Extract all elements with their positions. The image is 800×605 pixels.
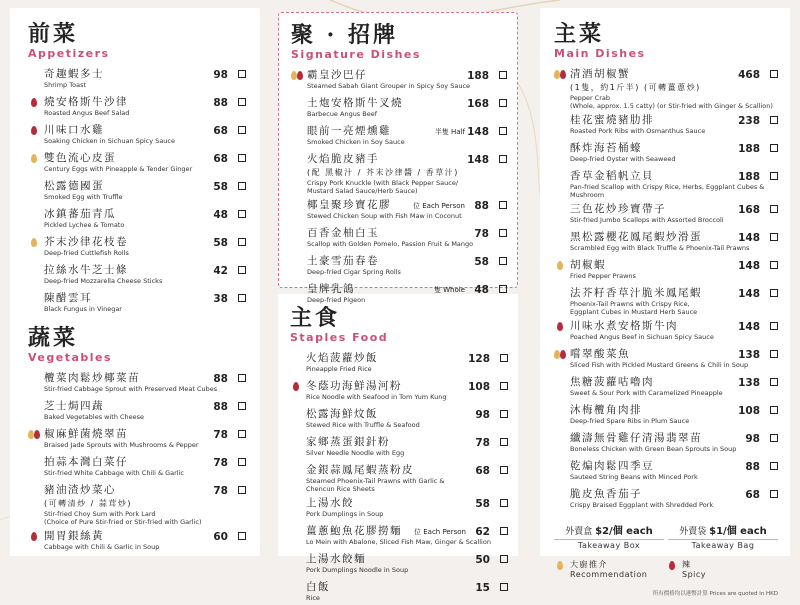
item-name-zh: 椒麻鮮菌燒翠苗 (44, 428, 128, 440)
item-name-zh: 桂花蜜燒豬肋排 (570, 114, 654, 126)
item-name-zh: 陳醋雲耳 (44, 292, 92, 304)
order-checkbox[interactable] (499, 229, 507, 237)
item-name-en: Deep-fried Cigar Spring Rolls (307, 268, 401, 276)
item-price: 42 (213, 265, 228, 277)
order-checkbox[interactable] (770, 322, 778, 330)
order-checkbox[interactable] (238, 486, 246, 494)
item-price: 58 (474, 256, 489, 268)
portion-tag: 位 Each Person (414, 528, 466, 536)
menu-item (28, 400, 246, 424)
item-price: 148 (738, 232, 760, 244)
order-checkbox[interactable] (770, 205, 778, 213)
order-checkbox[interactable] (770, 289, 778, 297)
menu-item (290, 497, 508, 521)
menu-item (554, 68, 778, 110)
menu-item (554, 287, 778, 316)
item-price: 58 (213, 181, 228, 193)
menu-item (28, 372, 246, 396)
item-name-en: Pineapple Fried Rice (306, 365, 372, 373)
item-price: 468 (738, 69, 760, 81)
item-price: 68 (213, 153, 228, 165)
item-name-zh: 上湯水餃麵 (306, 553, 366, 565)
item-price: 38 (213, 293, 228, 305)
price-note: 所有價格均以港幣計算 Prices are quoted in HKD (652, 591, 778, 597)
recommendation-icon (28, 154, 40, 164)
menu-item (291, 255, 507, 279)
item-price: 68 (745, 489, 760, 501)
item-price: 98 (213, 69, 228, 81)
order-checkbox[interactable] (238, 532, 246, 540)
legend-rec-zh: 大廚推介 (570, 560, 608, 569)
appetizers-title-en: Appetizers (28, 47, 110, 60)
menu-item (291, 125, 507, 149)
item-price: 58 (213, 237, 228, 249)
order-checkbox[interactable] (770, 116, 778, 124)
item-name-zh: 纖濤無骨雞仔清湯翡翠苗 (570, 432, 702, 444)
item-price: 88 (213, 373, 228, 385)
item-name-zh: 拉絲水牛芝士條 (44, 264, 128, 276)
item-note-zh: (1隻，約1斤半) (可轉薑蔥炒) (570, 83, 701, 92)
appetizers-title: 前菜 (28, 21, 79, 47)
menu-item (28, 152, 246, 176)
item-name-en: Deep-fried Oyster with Seaweed (570, 155, 676, 163)
item-price: 68 (475, 465, 490, 477)
spicy-icon (28, 126, 40, 136)
order-checkbox[interactable] (770, 144, 778, 152)
item-price: 68 (213, 125, 228, 137)
order-checkbox[interactable] (499, 127, 507, 135)
order-checkbox[interactable] (770, 350, 778, 358)
menu-item (290, 436, 508, 460)
menu-item (291, 97, 507, 121)
item-name-zh: 松露德國蛋 (44, 180, 104, 192)
item-price: 148 (467, 154, 489, 166)
item-price: 62 (475, 526, 490, 538)
item-price: 148 (738, 260, 760, 272)
order-checkbox[interactable] (500, 527, 508, 535)
item-name-en: Soaking Chicken in Sichuan Spicy Sauce (44, 137, 175, 145)
item-name-zh: 薑蔥鮑魚花膠撈麵 (306, 525, 402, 537)
order-checkbox[interactable] (238, 238, 246, 246)
item-name-zh: 沐梅欖角肉排 (570, 404, 642, 416)
legend-spicy-en: Spicy (682, 570, 707, 579)
recommendation-spicy-icon (291, 71, 303, 81)
order-checkbox[interactable] (500, 438, 508, 446)
item-price: 148 (738, 321, 760, 333)
menu-item (554, 114, 778, 138)
item-name-zh: 霸皇沙巴仔 (307, 69, 367, 81)
item-price: 78 (213, 429, 228, 441)
order-checkbox[interactable] (500, 410, 508, 418)
order-checkbox[interactable] (499, 201, 507, 209)
menu-item (28, 456, 246, 480)
item-name-zh: 拍蒜本灣白菜仔 (44, 456, 128, 468)
menu-item (554, 404, 778, 428)
item-name-zh: 欖菜肉鬆炒椰菜苗 (44, 372, 140, 384)
takeaway-row (554, 522, 778, 550)
item-name-en: Pan-fried Scallop with Crispy Rice, Herbs, Eggplant Cubes & Mushroom (570, 183, 765, 199)
item-name-zh: 金銀蒜鳳尾蝦蒸粉皮 (306, 464, 414, 476)
menu-item (290, 464, 508, 493)
order-checkbox[interactable] (770, 490, 778, 498)
menu-item (554, 142, 778, 166)
order-checkbox[interactable] (238, 182, 246, 190)
item-name-zh: 黑松露櫻花鳳尾蝦炒滑蛋 (570, 231, 702, 243)
order-checkbox[interactable] (500, 354, 508, 362)
item-name-zh: 上湯水餃 (306, 497, 354, 509)
item-price: 188 (738, 143, 760, 155)
item-name-zh: 芥末沙律花枝卷 (44, 236, 128, 248)
item-note-en: Eggplant Cubes in Mustard Herb Sauce (570, 308, 698, 316)
menu-item (554, 460, 778, 484)
menu-item (28, 428, 246, 452)
right-column (540, 8, 790, 597)
item-name-en: Shrimp Toast (44, 81, 87, 89)
item-price: 88 (745, 461, 760, 473)
item-note-en: Mustard Salad Sauce/Herb Sauce) (307, 187, 418, 195)
item-name-zh: 奇趣蝦多士 (44, 68, 104, 80)
item-name-zh: 松露海鮮炆飯 (306, 408, 378, 420)
item-name-zh: 火焰脆皮豬手 (307, 153, 379, 165)
menu-item (554, 376, 778, 400)
item-name-en: Steamed Phoenix-Tail Prawns with Garlic & (306, 477, 445, 485)
menu-item (290, 408, 508, 432)
item-price: 98 (745, 433, 760, 445)
portion-tag: 半隻 Half (434, 128, 465, 136)
menu-item (291, 199, 507, 223)
menu-item (554, 170, 778, 199)
order-checkbox[interactable] (770, 462, 778, 470)
item-name-zh: 芝士焗四蔬 (44, 400, 104, 412)
item-price: 98 (475, 409, 490, 421)
item-name-zh: 香草金稻帆立貝 (570, 170, 654, 182)
spicy-icon (554, 322, 566, 332)
order-checkbox[interactable] (770, 261, 778, 269)
order-checkbox[interactable] (499, 257, 507, 265)
order-checkbox[interactable] (238, 266, 246, 274)
item-name-en: Crispy Pork Knuckle (with Black Pepper Sauce/ (307, 179, 459, 187)
order-checkbox[interactable] (238, 210, 246, 218)
item-name-en: Deep-fried Mozzarella Cheese Sticks (44, 277, 163, 285)
takeaway-box-price: $2/個 each (595, 526, 653, 537)
menu-item (28, 68, 246, 92)
recommendation-spicy-icon (554, 350, 566, 360)
order-checkbox[interactable] (238, 374, 246, 382)
order-checkbox[interactable] (238, 458, 246, 466)
menu-item (554, 320, 778, 344)
item-name-en: Black Fungus in Vinegar (44, 305, 122, 313)
item-name-en: Braised Jade Sprouts with Mushrooms & Pepper (44, 441, 199, 449)
item-name-en: Scallop with Golden Pomelo, Passion Fruit & Mango (307, 240, 474, 248)
order-checkbox[interactable] (770, 172, 778, 180)
vegetables-title: 蔬菜 (28, 325, 79, 351)
order-checkbox[interactable] (238, 126, 246, 134)
menu-item (28, 236, 246, 260)
item-note-en: Chencun Rice Sheets (306, 485, 375, 493)
order-checkbox[interactable] (238, 294, 246, 302)
signature-section (278, 12, 518, 304)
order-checkbox[interactable] (499, 71, 507, 79)
takeaway-bag-info (668, 522, 778, 550)
item-price: 108 (738, 405, 760, 417)
spicy-icon (28, 532, 40, 542)
item-name-zh: 胡椒蝦 (570, 259, 606, 271)
item-name-zh: 三色花炒珍寶帶子 (570, 203, 666, 215)
item-price: 88 (474, 200, 489, 212)
item-price: 88 (213, 401, 228, 413)
recommendation-spicy-icon (554, 70, 566, 80)
takeaway-box-zh: 外賣盒 (565, 527, 593, 537)
item-name-zh: 開胃銀絲黃 (44, 530, 104, 542)
recommendation-icon (554, 261, 566, 271)
item-name-zh: 雙色流心皮蛋 (44, 152, 116, 164)
item-price: 128 (468, 353, 490, 365)
item-price: 60 (213, 531, 228, 543)
item-name-zh: 土豪雪茄春卷 (307, 255, 379, 267)
menu-item (28, 96, 246, 120)
order-checkbox[interactable] (500, 583, 508, 591)
order-checkbox[interactable] (770, 378, 778, 386)
item-name-en: Smoked Egg with Truffle (44, 193, 123, 201)
item-price: 78 (474, 228, 489, 240)
item-note-zh: (可轉清炒 / 蒜茸炒) (44, 499, 133, 508)
main-list (554, 68, 778, 512)
item-name-zh: 白飯 (306, 581, 330, 593)
item-name-zh: 皇牌乳鴿 (307, 283, 355, 295)
item-name-en: Crispy Braised Eggplant with Shredded Pork (570, 501, 714, 509)
menu-item (28, 180, 246, 204)
item-name-zh: 清酒胡椒蟹 (570, 68, 630, 80)
item-name-en: Roasted Angus Beef Salad (44, 109, 130, 117)
menu-item (291, 227, 507, 251)
order-checkbox[interactable] (238, 70, 246, 78)
item-name-en: Rice (306, 594, 320, 602)
item-name-en: Stir-fried White Cabbage with Chili & Garlic (44, 469, 184, 477)
item-price: 108 (468, 381, 490, 393)
item-name-en: Deep-fried Cuttlefish Rolls (44, 249, 129, 257)
item-name-en: Barbecue Angus Beef (307, 110, 378, 118)
item-name-en: Stir-fried Cabbage Sprout with Preserved Meat Cubes (44, 385, 218, 393)
item-name-en: Sauteed String Beans with Minced Pork (570, 473, 698, 481)
middle-column (278, 8, 518, 602)
item-name-en: Stewed Rice with Truffle & Seafood (306, 421, 420, 429)
spicy-icon (290, 382, 302, 392)
item-name-en: Pickled Lychee & Tomato (44, 221, 125, 229)
order-checkbox[interactable] (770, 406, 778, 414)
signature-title: 聚 · 招牌 (291, 22, 398, 48)
item-name-en: Deep-fried Pigeon (307, 296, 366, 304)
menu-item (554, 488, 778, 512)
item-name-zh: 冬蔭功海鮮湯河粉 (306, 380, 402, 392)
item-name-en: Sweet & Sour Pork with Caramelized Pineapple (570, 389, 723, 397)
menu-item (291, 153, 507, 195)
recommendation-icon (28, 238, 40, 248)
item-name-zh: 冰鎮蕃茄青瓜 (44, 208, 116, 220)
menu-item (554, 231, 778, 255)
order-checkbox[interactable] (238, 430, 246, 438)
item-name-en: Steamed Sabah Giant Grouper in Spicy Soy Sauce (307, 82, 471, 90)
item-price: 138 (738, 349, 760, 361)
takeaway-box-info (554, 522, 664, 550)
item-note-en: (Choice of Pure Stir-fried or Stir-fried with Garlic) (44, 518, 202, 526)
staples-section (278, 294, 518, 602)
item-name-zh: 家鄉蒸蛋銀針粉 (306, 436, 390, 448)
signature-title-en: Signature Dishes (291, 48, 421, 61)
item-name-en: Lo Mein with Abalone, Sliced Fish Maw, Ginger & Scallion (306, 538, 491, 546)
vegetables-list (28, 372, 246, 554)
menu-item (28, 124, 246, 148)
item-name-en: Scrambled Egg with Black Truffle & Phoenix-Tail Prawns (570, 244, 750, 252)
menu-item (290, 581, 508, 605)
legend-spicy-zh: 辣 (682, 560, 692, 569)
legend-spicy (666, 558, 778, 579)
menu-item (554, 348, 778, 372)
menu-item (290, 380, 508, 404)
menu-item (28, 264, 246, 288)
main-title-en: Main Dishes (554, 47, 646, 60)
item-price: 138 (738, 377, 760, 389)
item-price: 50 (475, 554, 490, 566)
item-name-en: Silver Needle Noodle with Egg (306, 449, 405, 457)
menu-item (291, 283, 507, 307)
menu-item (290, 525, 508, 549)
item-price: 58 (475, 498, 490, 510)
item-name-en: Baked Vegetables with Cheese (44, 413, 145, 421)
takeaway-box-en: Takeaway Box (554, 539, 664, 550)
item-name-en: Pork Dumplings in Soup (306, 510, 384, 518)
staples-list (290, 352, 508, 605)
item-name-en: Fried Pepper Prawns (570, 272, 636, 280)
menu-item (28, 208, 246, 232)
item-name-zh: 火焰菠蘿炒飯 (306, 352, 378, 364)
menu-item (290, 553, 508, 577)
item-name-zh: 燒安格斯牛沙律 (44, 96, 128, 108)
menu-item (291, 69, 507, 93)
order-checkbox[interactable] (238, 402, 246, 410)
item-name-zh: 焦糖菠蘿咕嚕肉 (570, 376, 654, 388)
main-title: 主菜 (554, 21, 605, 47)
item-price: 148 (738, 288, 760, 300)
item-name-en: Pepper Crab (570, 94, 610, 102)
spicy-icon (28, 98, 40, 108)
order-checkbox[interactable] (770, 233, 778, 241)
order-checkbox[interactable] (238, 154, 246, 162)
takeaway-bag-price: $1/個 each (709, 526, 767, 537)
item-name-zh: 酥炸海苔桶蠔 (570, 142, 642, 154)
item-name-zh: 眼前一亮煙燻雞 (307, 125, 391, 137)
item-name-en: Poached Angus Beef in Sichuan Spicy Sauce (570, 333, 714, 341)
order-checkbox[interactable] (238, 98, 246, 106)
signature-list (291, 69, 507, 307)
portion-tag: 隻 Whole (433, 286, 465, 294)
item-name-zh: 土炮安格斯牛叉燒 (307, 97, 403, 109)
item-name-zh: 椰皇聚珍寶花膠 (307, 199, 391, 211)
staples-title-en: Staples Food (290, 331, 389, 344)
item-price: 78 (475, 437, 490, 449)
item-price: 88 (213, 97, 228, 109)
staples-title: 主食 (290, 305, 341, 331)
item-name-en: Stir-fried Jumbo Scallops with Assorted Broccoli (570, 216, 724, 224)
item-name-en: Stir-fried Choy Sum with Pork Lard (44, 510, 156, 518)
item-note-en: (Whole, approx. 1.5 catty) (or Stir-fried with Ginger & Scallion) (570, 102, 773, 110)
item-name-en: Sliced Fish with Pickled Mustard Greens & Chili in Soup (570, 361, 749, 369)
menu-item (554, 432, 778, 456)
item-price: 15 (475, 582, 490, 594)
order-checkbox[interactable] (770, 434, 778, 442)
item-price: 188 (467, 70, 489, 82)
legend (554, 558, 778, 579)
item-name-zh: 脆皮魚香茄子 (570, 488, 642, 500)
takeaway-bag-en: Takeaway Bag (668, 539, 778, 550)
item-name-en: Boneless Chicken with Green Bean Sprouts in Soup (570, 445, 737, 453)
vegetables-title-en: Vegetables (28, 351, 113, 364)
item-price: 48 (213, 209, 228, 221)
item-price: 148 (467, 126, 489, 138)
item-price: 78 (213, 457, 228, 469)
order-checkbox[interactable] (499, 285, 507, 293)
menu-item (28, 484, 246, 526)
item-price: 78 (213, 485, 228, 497)
menu-item (554, 259, 778, 283)
order-checkbox[interactable] (499, 155, 507, 163)
item-price: 168 (738, 204, 760, 216)
portion-tag: 位 Each Person (413, 202, 465, 210)
item-name-zh: 嚐翠酸菜魚 (570, 348, 630, 360)
recommendation-spicy-icon (28, 430, 40, 440)
legend-recommendation (554, 558, 666, 579)
appetizers-list (28, 68, 246, 316)
item-price: 238 (738, 115, 760, 127)
menu-item (290, 352, 508, 376)
takeaway-bag-zh: 外賣袋 (679, 527, 707, 537)
item-name-zh: 百香金柚白玉 (307, 227, 379, 239)
item-price: 168 (467, 98, 489, 110)
item-name-en: Century Eggs with Pineapple & Tender Ginger (44, 165, 193, 173)
item-name-en: Phoenix-Tail Prawns with Crispy Rice, (570, 300, 690, 308)
item-name-en: Smoked Chicken in Soy Sauce (307, 138, 405, 146)
item-name-en: Stewed Chicken Soup with Fish Maw in Coconut (307, 212, 462, 220)
order-checkbox[interactable] (499, 99, 507, 107)
menu-item (28, 292, 246, 316)
item-name-en: Roasted Pork Ribs with Osmanthus Sauce (570, 127, 706, 135)
item-name-zh: 法芥籽香草汁脆米鳳尾蝦 (570, 287, 702, 299)
order-checkbox[interactable] (500, 555, 508, 563)
order-checkbox[interactable] (500, 499, 508, 507)
menu-item (28, 530, 246, 554)
item-name-en: Deep-fried Spare Ribs in Plum Sauce (570, 417, 690, 425)
order-checkbox[interactable] (770, 70, 778, 78)
item-name-en: Rice Noodle with Seafood in Tom Yum Kung (306, 393, 447, 401)
menu-item (554, 203, 778, 227)
item-name-zh: 乾煸肉鬆四季豆 (570, 460, 654, 472)
item-name-zh: 豬油渣炒菜心 (44, 484, 116, 496)
item-note-zh: (配 黑椒汁 / 芥末沙律醬 / 香草汁) (307, 168, 459, 177)
item-name-zh: 川味水煮安格斯牛肉 (570, 320, 678, 332)
legend-rec-en: Recommendation (570, 570, 648, 579)
order-checkbox[interactable] (500, 382, 508, 390)
item-name-en: Pork Dumplings Noodle in Soup (306, 566, 409, 574)
item-name-en: Cabbage with Chili & Garlic in Soup (44, 543, 160, 551)
item-name-zh: 川味口水雞 (44, 124, 104, 136)
order-checkbox[interactable] (500, 466, 508, 474)
left-column (10, 8, 260, 556)
item-price: 188 (738, 171, 760, 183)
item-price: 48 (474, 284, 489, 296)
